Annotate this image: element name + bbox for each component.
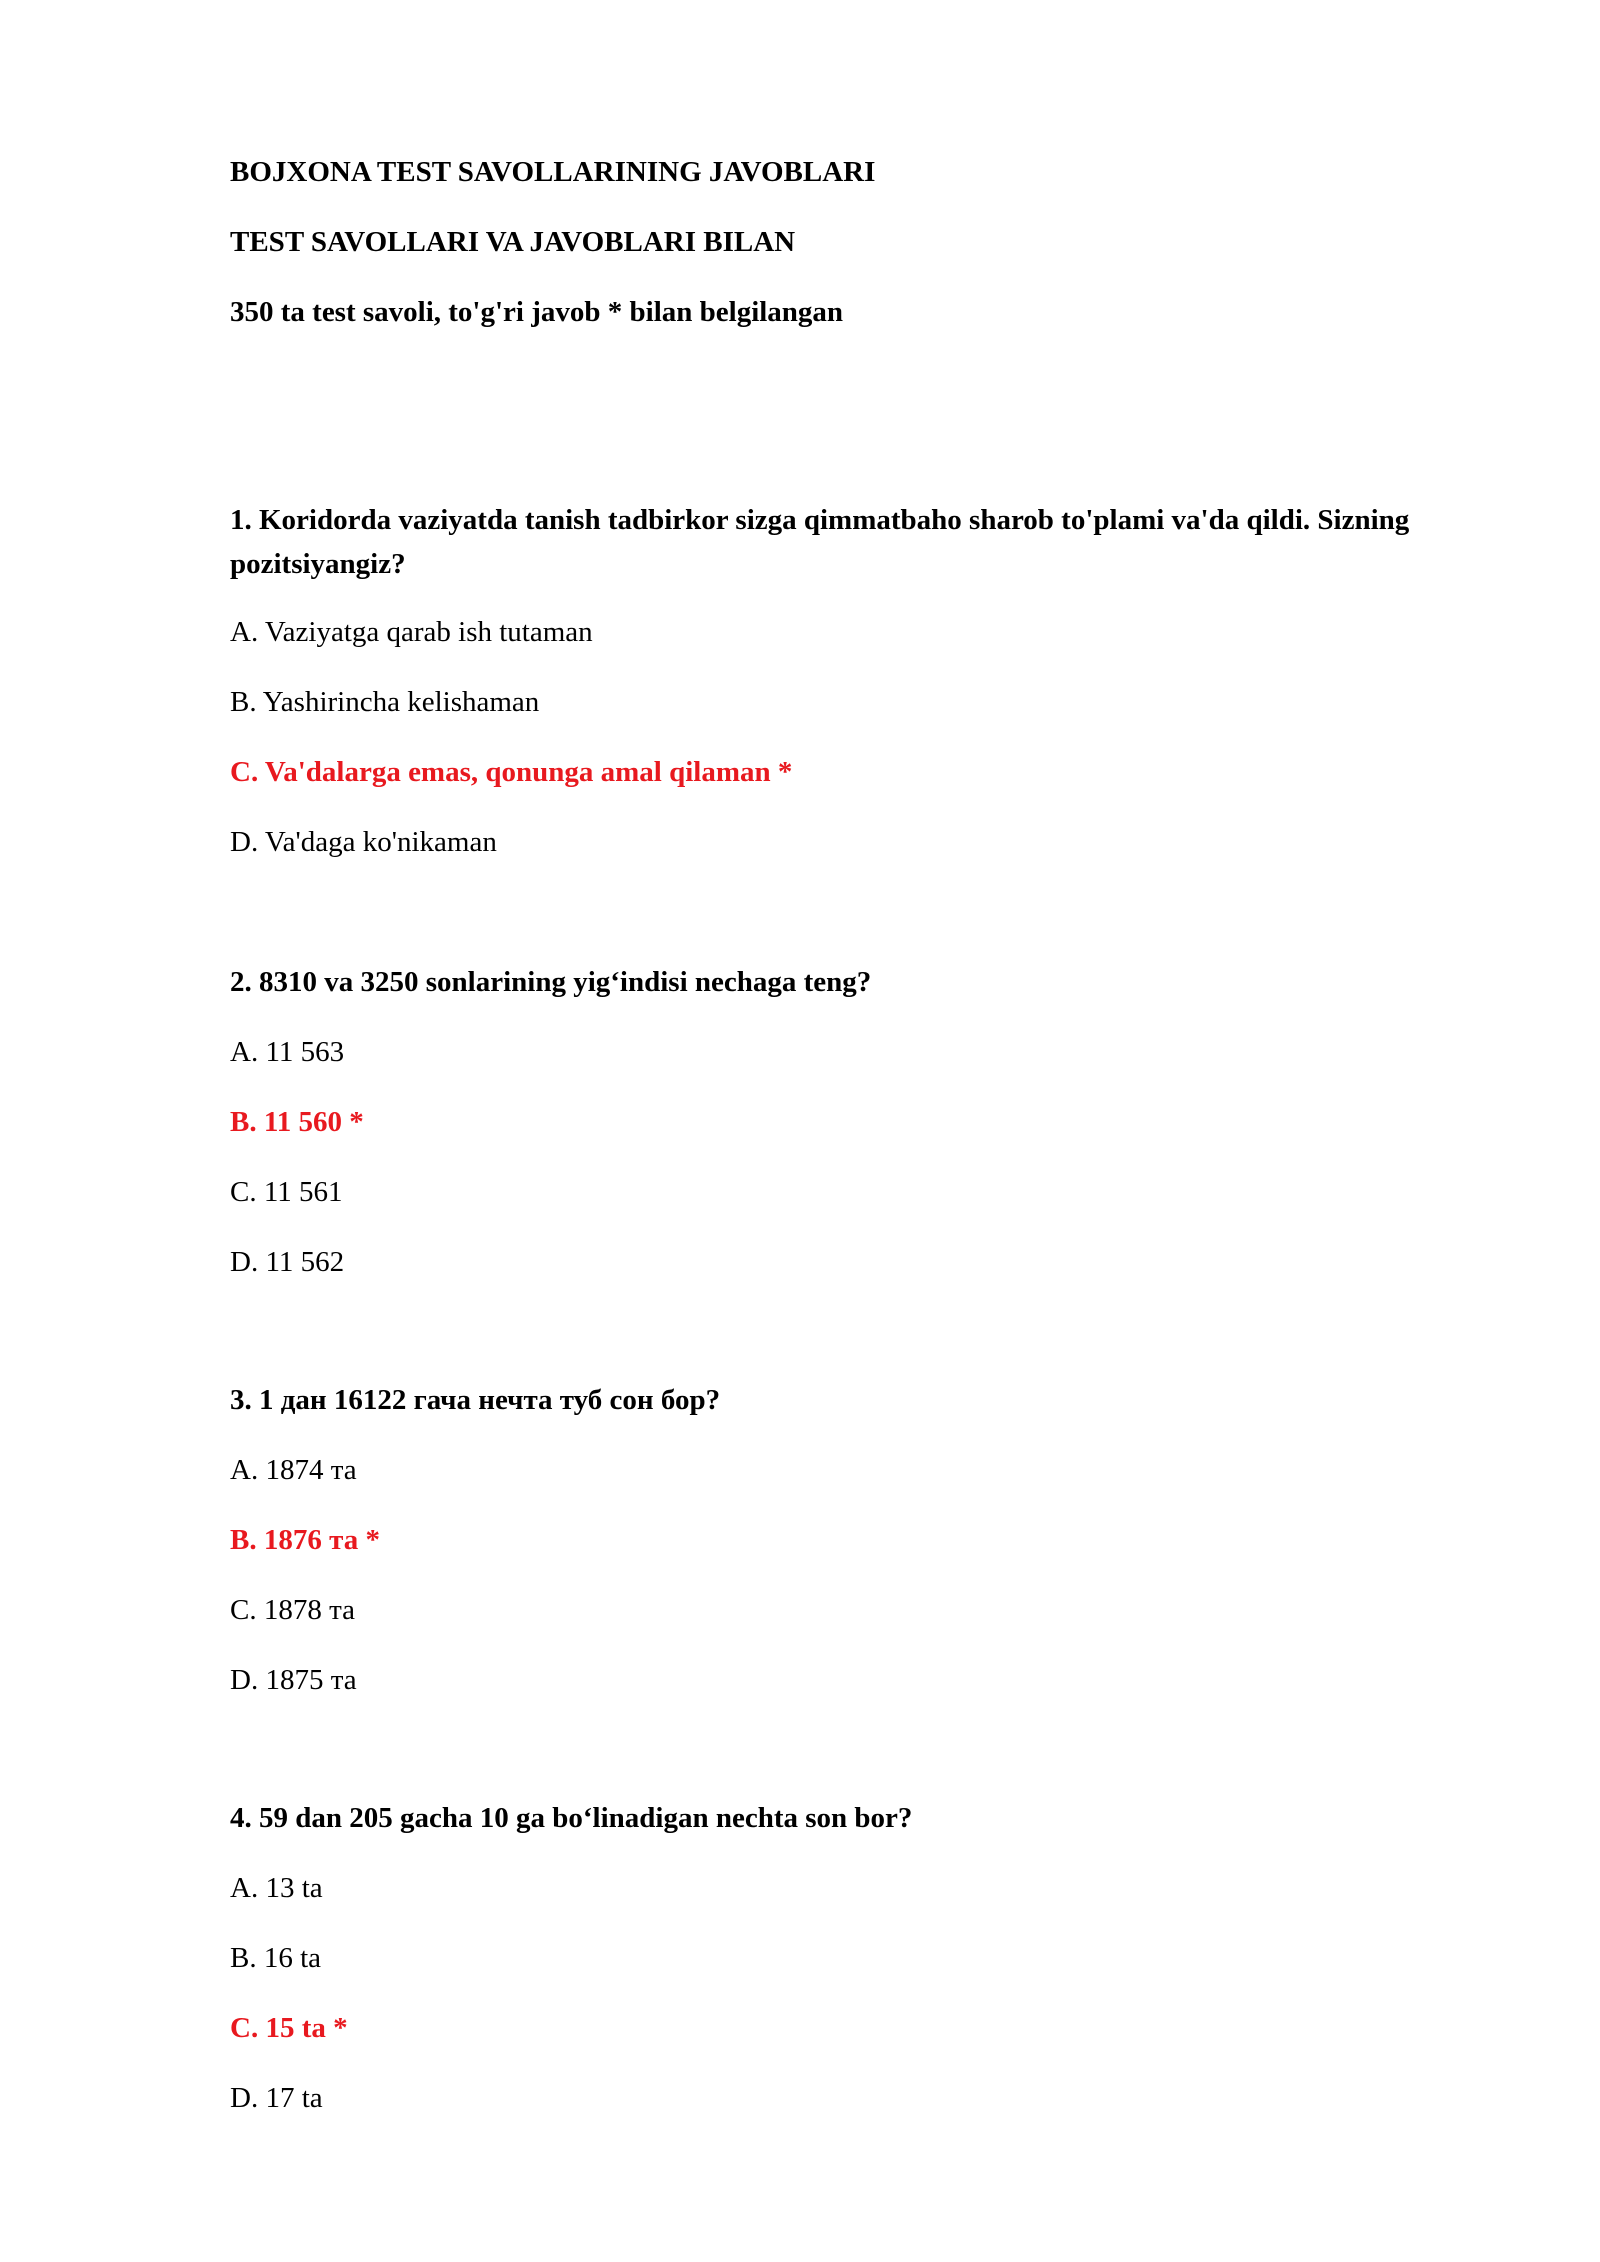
document-title: BOJXONA TEST SAVOLLARINING JAVOBLARI: [230, 156, 876, 188]
question-4: [230, 1796, 1460, 2114]
option-b-correct: B. 11 560 *: [230, 1106, 364, 1138]
question-3: [230, 1378, 1460, 1696]
option-b: B. Yashirincha kelishaman: [230, 686, 540, 718]
option-b-correct: B. 1876 та *: [230, 1524, 380, 1556]
option-d: D. 17 ta: [230, 2082, 323, 2114]
option-a: A. 1874 та: [230, 1454, 357, 1486]
option-a: A. 11 563: [230, 1036, 345, 1068]
question-text: 3. 1 дан 16122 гача нечта туб сон бор?: [230, 1384, 721, 1416]
option-a: A. 13 ta: [230, 1872, 323, 1904]
question-text: 4. 59 dan 205 gacha 10 ga bo‘linadigan nechta son bor?: [230, 1802, 913, 1834]
option-c-correct: C. Va'dalarga emas, qonunga amal qilaman *: [230, 756, 793, 788]
option-a: A. Vaziyatga qarab ish tutaman: [230, 616, 593, 648]
question-1: [230, 498, 1460, 858]
option-b: B. 16 ta: [230, 1942, 322, 1974]
option-d: D. 1875 та: [230, 1664, 357, 1696]
option-c: C. 1878 та: [230, 1594, 355, 1626]
question-text: 1. Koridorda vaziyatda tanish tadbirkor sizga qimmatbaho sharob to'plami va'da qildi. Sizning pozitsiyangiz?: [230, 504, 1410, 580]
document-note: 350 ta test savoli, to'g'ri javob * bilan belgilangan: [230, 296, 844, 328]
document-subtitle: TEST SAVOLLARI VA JAVOBLARI BILAN: [230, 226, 796, 258]
question-text: 2. 8310 va 3250 sonlarining yig‘indisi nechaga teng?: [230, 966, 872, 998]
option-d: D. Va'daga ko'nikaman: [230, 826, 497, 858]
question-2: [230, 960, 1460, 1278]
option-c-correct: C. 15 ta *: [230, 2012, 348, 2044]
option-c: C. 11 561: [230, 1176, 343, 1208]
option-d: D. 11 562: [230, 1246, 345, 1278]
